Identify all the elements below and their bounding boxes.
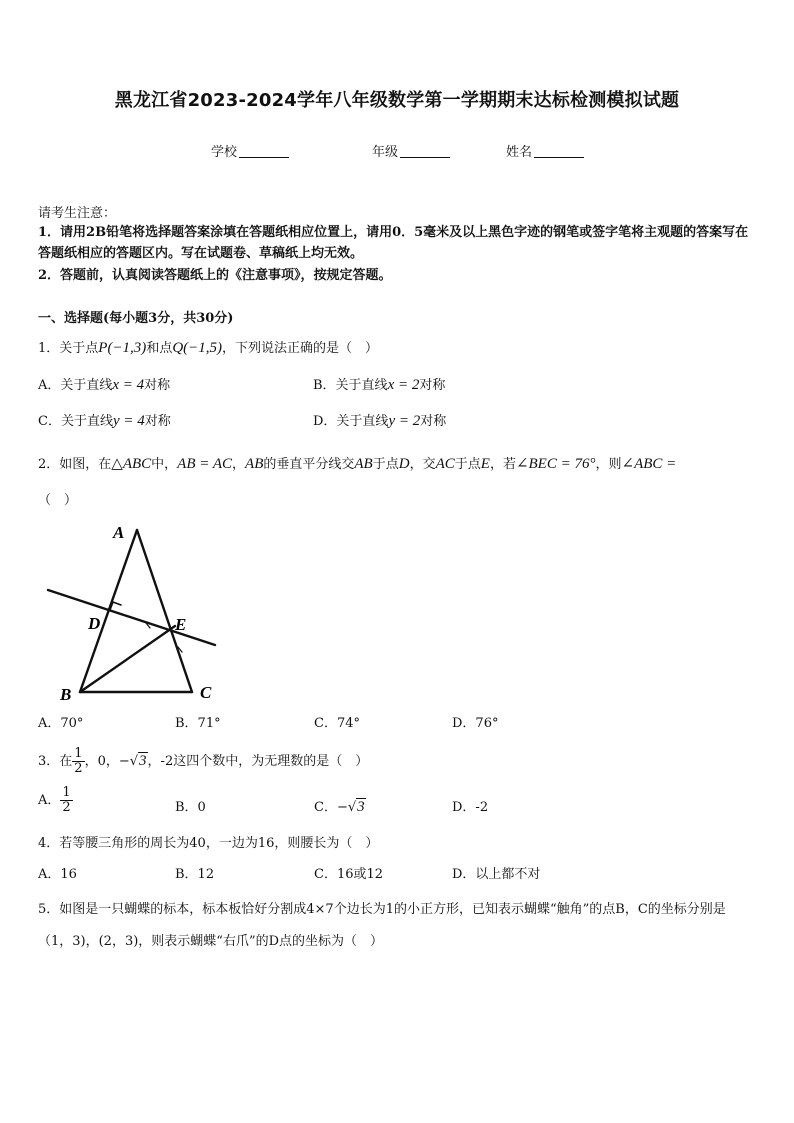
- question-1: [38, 337, 378, 357]
- q1-option-b: [313, 374, 445, 394]
- q1-option-d: [313, 410, 446, 430]
- q2-text-3: ，: [232, 457, 246, 472]
- notice-heading: 请考生注意：: [38, 206, 117, 221]
- side-ac: [137, 530, 192, 692]
- school-blank: [239, 145, 289, 158]
- q1-mid: 和点: [146, 341, 173, 356]
- notice-item-2: 2．答题前，认真阅读答题纸上的《注意事项》，按规定答题。: [38, 268, 392, 283]
- grade-blank: [400, 145, 450, 158]
- q1-opt-d-math: y = 2: [388, 413, 421, 429]
- q2-ac: AC: [435, 456, 455, 472]
- q2-answer-blank: （ ）: [38, 493, 78, 508]
- page-title: 黑龙江省2023-2024学年八年级数学第一学期期末达标检测模拟试题: [114, 90, 680, 111]
- label-e: E: [175, 615, 187, 634]
- q2-text-4: 的垂直平分线交: [263, 457, 355, 472]
- q1-opt-b-label: B．关于直线: [313, 378, 388, 393]
- q3-neg: −: [118, 754, 130, 769]
- q4-option-a: A．16: [38, 867, 77, 882]
- q2-text-7: 于点: [454, 457, 481, 472]
- q3-opt-c-root: 3: [357, 799, 365, 815]
- q1-opt-c-label: C．关于直线: [38, 414, 113, 429]
- name-label: 姓名: [506, 145, 533, 160]
- question-3: 3．在 $\frac{1}{2}$ ，0，−√3，-2这四个数中，为无理数的是（ ）: [38, 746, 369, 776]
- q2-ab: AB: [245, 456, 264, 472]
- q3-root: 3: [139, 753, 147, 769]
- q1-opt-d-suffix: 对称: [420, 414, 447, 429]
- q3-opt-a-den: 2: [62, 800, 71, 815]
- q3-frac-num: 1: [74, 746, 83, 761]
- q3-fraction: [72, 747, 84, 776]
- q1-point-q: Q(−1,5): [172, 340, 223, 356]
- q2-angle-abc: ∠ABC =: [621, 456, 677, 472]
- q3-mid: ，0，: [84, 754, 119, 769]
- q2-option-d: D．76°: [452, 716, 499, 731]
- q3-frac-den: 2: [74, 761, 83, 776]
- q1-opt-d-label: D．关于直线: [313, 414, 389, 429]
- question-5: 5．如图是一只蝴蝶的标本，标本板恰好分割成4×7个边长为1的小正方形，已知表示蝴蝶“触角”的点B，C的坐标分别是（1，3)，(2，3)，则表示蝴蝶“右爪”的D点的坐标为（ ）: [38, 902, 726, 949]
- q1-opt-a-label: A．关于直线: [38, 378, 113, 393]
- q3-option-a: [38, 786, 73, 815]
- q1-opt-a-math: x = 4: [112, 377, 145, 393]
- q1-opt-b-math: x = 2: [387, 377, 420, 393]
- q2-angle-bec: ∠BEC = 76°: [515, 456, 596, 472]
- q3-option-b: B．0: [175, 800, 206, 815]
- q1-option-a: [38, 374, 170, 394]
- q3-option-c: C．−√3: [314, 799, 365, 815]
- school-label: 学校: [211, 145, 238, 160]
- label-b: B: [60, 685, 72, 704]
- question-2: [38, 453, 676, 473]
- q1-prefix: 1．关于点: [38, 341, 99, 356]
- label-a: A: [113, 523, 125, 542]
- q1-suffix: ，下列说法正确的是（ ）: [222, 341, 379, 356]
- q3-option-d: D．-2: [452, 800, 489, 815]
- q2-option-c: C．74°: [314, 716, 360, 731]
- q1-opt-b-suffix: 对称: [419, 378, 446, 393]
- q3-opt-a-label: A．: [38, 793, 61, 808]
- q2-triangle: △ABC: [111, 456, 152, 472]
- q1-opt-c-math: y = 4: [112, 413, 145, 429]
- label-c: C: [200, 683, 212, 702]
- name-blank: [534, 145, 584, 158]
- school-field: [211, 141, 289, 160]
- q4-option-c: C．16或12: [314, 867, 384, 882]
- q2-text-9: ，则: [595, 457, 622, 472]
- q3-suffix: ，-2这四个数中，为无理数的是（ ）: [147, 754, 369, 769]
- q2-text-5: 于点: [372, 457, 399, 472]
- segment-be: [80, 626, 175, 692]
- q2-text-1: 2．如图，在: [38, 457, 112, 472]
- q2-option-b: B．71°: [175, 716, 221, 731]
- q2-triangle-figure: [40, 520, 230, 710]
- q3-opt-a-num: 1: [62, 785, 71, 800]
- perpendicular-bisector: [48, 590, 215, 645]
- q2-equation: AB = AC: [177, 456, 233, 472]
- q3-opt-c-label: C．−: [314, 800, 348, 815]
- q3-prefix: 3．在: [38, 754, 73, 769]
- q1-option-c: [38, 410, 171, 430]
- grade-field: [372, 141, 450, 160]
- q2-point-d: D: [398, 456, 410, 472]
- q2-text-6: ，交: [409, 457, 436, 472]
- q2-text-8: ，若: [489, 457, 516, 472]
- q1-opt-c-suffix: 对称: [144, 414, 171, 429]
- question-4: 4．若等腰三角形的周长为40，一边为16，则腰长为（ ）: [38, 836, 379, 851]
- q1-opt-a-suffix: 对称: [144, 378, 171, 393]
- q4-option-d: D．以上都不对: [452, 867, 541, 882]
- label-d: D: [88, 614, 101, 633]
- grade-label: 年级: [372, 145, 399, 160]
- q2-point-e: E: [480, 456, 490, 472]
- notice-item-1: 1．请用2B铅笔将选择题答案涂填在答题纸相应位置上，请用0．5毫米及以上黑色字迹的钢笔或签字笔将主观题的答案写在答题纸相应的答题区内。写在试题卷、草稿纸上均无效。: [38, 225, 749, 261]
- q2-ab-2: AB: [354, 456, 373, 472]
- name-field: [506, 141, 584, 160]
- q3-opt-a-fraction: [60, 786, 72, 815]
- q1-point-p: P(−1,3): [98, 340, 147, 356]
- q4-option-b: B．12: [175, 867, 215, 882]
- q2-option-a: A．70°: [38, 716, 84, 731]
- section-title: 一、选择题(每小题3分，共30分): [38, 311, 234, 326]
- q2-text-2: 中，: [151, 457, 178, 472]
